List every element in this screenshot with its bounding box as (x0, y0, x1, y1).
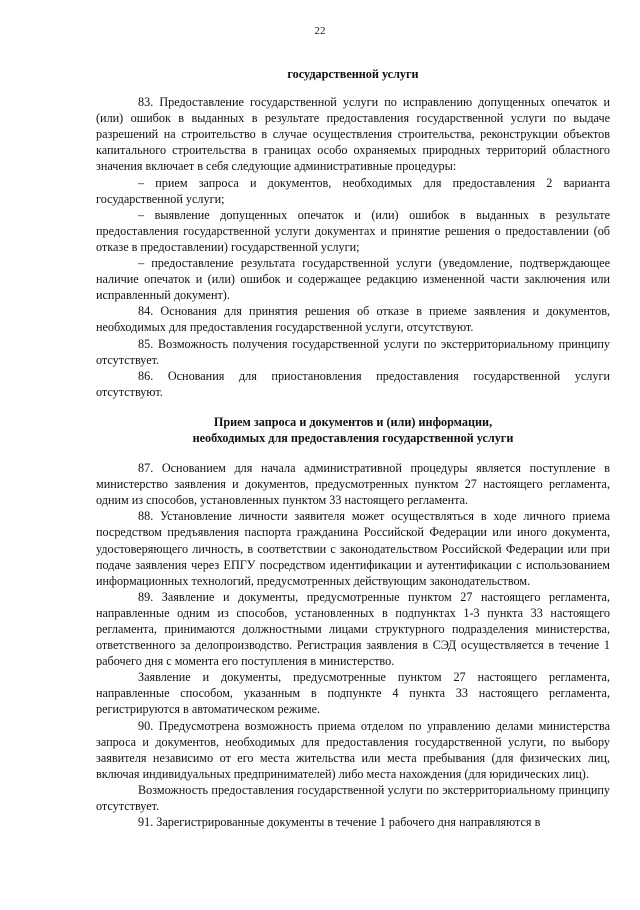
paragraph-91: 91. Зарегистрированные документы в течение 1 рабочего дня направляются в (138, 815, 541, 830)
paragraph-87: 87. Основанием для начала административной процедуры является поступление в министерство заявления и документов, предусмотренных пунктом 27 настоящего регламента, одним из способов, установленных пунктом 33 настоящего регламента. (96, 461, 610, 508)
paragraph-89: 89. Заявление и документы, предусмотренные пунктом 27 настоящего регламента, направленные одним из способов, установленных в подпунктах 1-3 пункта 33 настоящего регламента, принимаются должностными лицами структурного подразделения министерства, ответственного за делопроизводство. Регистрация заявления в СЭД осуществляется в течение 1 рабочего дня с момента его поступления в министерство. (96, 589, 610, 669)
section-heading (96, 414, 610, 446)
page-number: 22 (314, 25, 326, 37)
page-content (96, 66, 610, 830)
paragraph-85: 85. Возможность получения государственной услуги по экстерриториальному принципу отсутствует. (96, 336, 610, 367)
paragraph-90-continued: Возможность предоставления государственной услуги по экстерриториальному принципу отсутствует. (96, 782, 610, 814)
paragraph-84: 84. Основания для принятия решения об отказе в приеме заявления и документов, необходимых для предоставления государственной услуги, отсутствуют. (96, 304, 610, 335)
paragraph-83: 83. Предоставление государственной услуги по исправлению допущенных опечаток и (или) ошибок в выданных в результате предоставления государственной услуги по выдаче разрешений на строительство в случае осуществления строительства, реконструкции объектов капитального строительства в границах особо охраняемых природных территорий областного значения включает в себя следующие административные процедуры: (96, 95, 610, 174)
list-item-reception: – прием запроса и документов, необходимых для предоставления 2 варианта государственной услуги; (96, 175, 610, 206)
list-item-result: – предоставление результата государственной услуги (уведомление, подтверждающее наличие опечаток и (или) ошибок и содержащее редакцию измененной части заключения или исправленный документ). (96, 256, 610, 303)
paragraph-89-continued: Заявление и документы, предусмотренные пунктом 27 настоящего регламента, направленные способом, указанным в подпункте 4 пункта 33 настоящего регламента, регистрируются в автоматическом режиме. (96, 670, 610, 717)
paragraph-90: 90. Предусмотрена возможность приема отделом по управлению делами министерства запроса и документов, необходимых для предоставления государственной услуги, по выбору заявителя независимо от его места жительства или места пребывания (для физических лиц, включая индивидуальных предпринимателей) либо места нахождения (для юридических лиц). (96, 718, 610, 781)
section-heading-line-1: Прием запроса и документов и (или) информации, (213, 414, 493, 429)
section-heading-line-2: необходимых для предоставления государственной услуги (192, 430, 514, 445)
page-heading: государственной услуги (287, 67, 419, 81)
list-item-detection: – выявление допущенных опечаток и (или) ошибок в выданных в результате предоставления государственной услуги документах и принятие решения о предоставлении (об отказе в предоставлении) государственной услуги; (96, 207, 610, 254)
paragraph-88: 88. Установление личности заявителя может осуществляться в ходе личного приема посредством предъявления паспорта гражданина Российской Федерации или иного документа, удостоверяющего личность, в соответствии с законодательством Российской Федерации или при подаче заявления через ЕПГУ посредством идентификации и аутентификации с использованием информационных технологий, предусмотренных действующим законодательством. (96, 509, 610, 588)
paragraph-86: 86. Основания для приостановления предоставления государственной услуги отсутствуют. (96, 368, 610, 399)
